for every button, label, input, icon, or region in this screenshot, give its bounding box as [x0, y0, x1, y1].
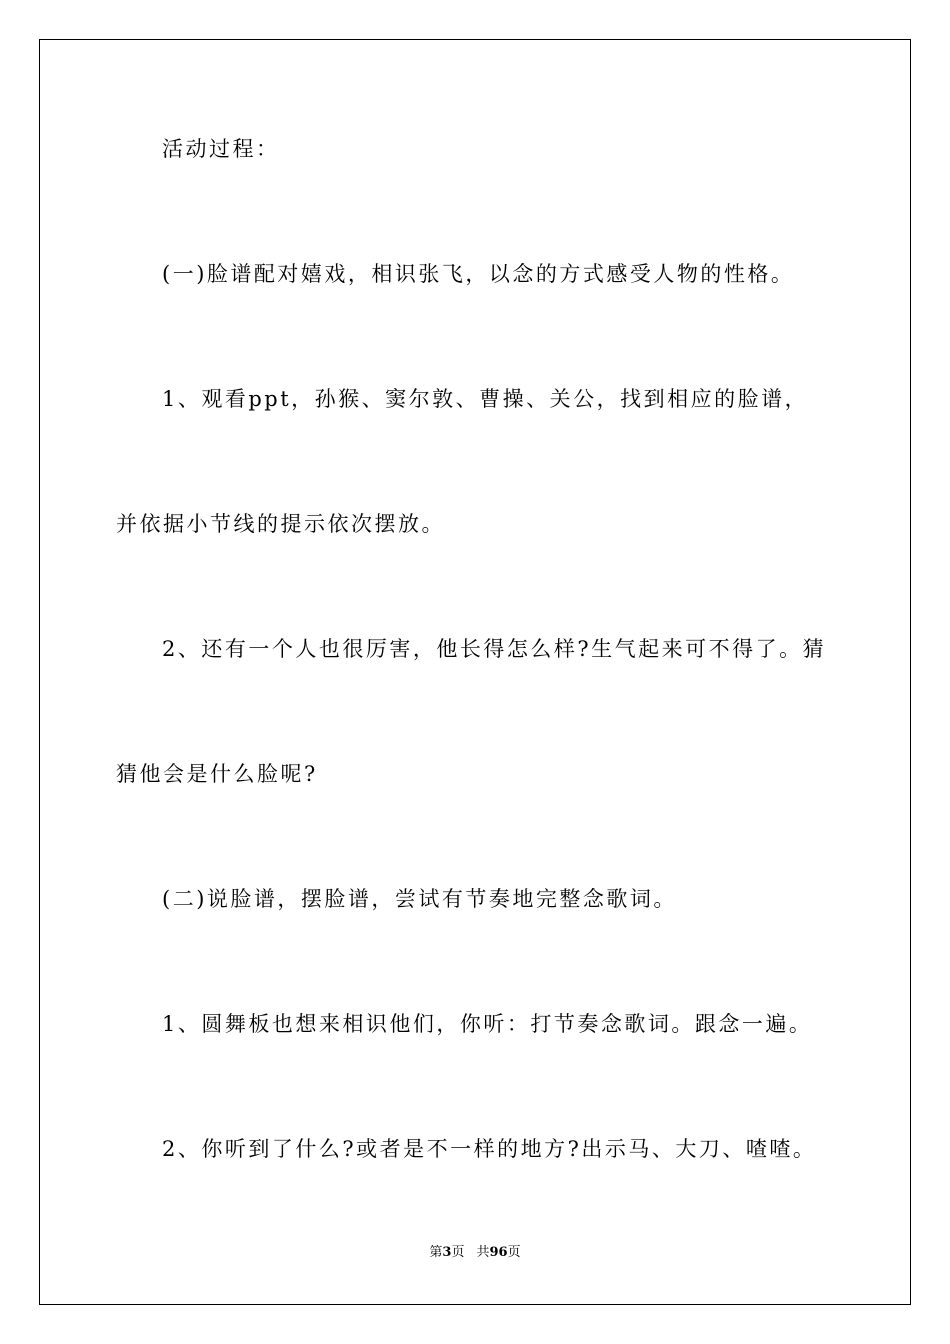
- footer-total-pages: 96: [489, 1245, 508, 1260]
- paragraph-item-1-line-1: 1、观看ppt，孙猴、窦尔敦、曹操、关公，找到相应的脸谱，: [162, 387, 809, 411]
- page-border: [39, 39, 911, 1305]
- footer-total-prefix: 共: [476, 1245, 490, 1260]
- paragraph-item-3: 1、圆舞板也想来相识他们，你听：打节奏念歌词。跟念一遍。: [162, 1012, 813, 1036]
- footer-page-number: 3: [442, 1245, 452, 1260]
- paragraph-heading: 活动过程：: [162, 137, 280, 161]
- paragraph-section-1: (一)脸谱配对嬉戏，相识张飞，以念的方式感受人物的性格。: [162, 262, 795, 286]
- footer-page-suffix: 页: [451, 1245, 465, 1260]
- paragraph-item-4: 2、你听到了什么?或者是不一样的地方?出示马、大刀、喳喳。: [162, 1137, 817, 1161]
- page-footer: [0, 1245, 950, 1261]
- paragraph-section-2: (二)说脸谱，摆脸谱，尝试有节奏地完整念歌词。: [162, 887, 677, 911]
- paragraph-item-1-line-2: 并依据小节线的提示依次摆放。: [116, 512, 445, 536]
- footer-total-suffix: 页: [507, 1245, 521, 1260]
- paragraph-item-2-line-1: 2、还有一个人也很厉害，他长得怎么样?生气起来可不得了。猜: [162, 637, 827, 661]
- paragraph-item-2-line-2: 猜他会是什么脸呢?: [116, 762, 318, 786]
- footer-prefix: 第: [429, 1245, 443, 1260]
